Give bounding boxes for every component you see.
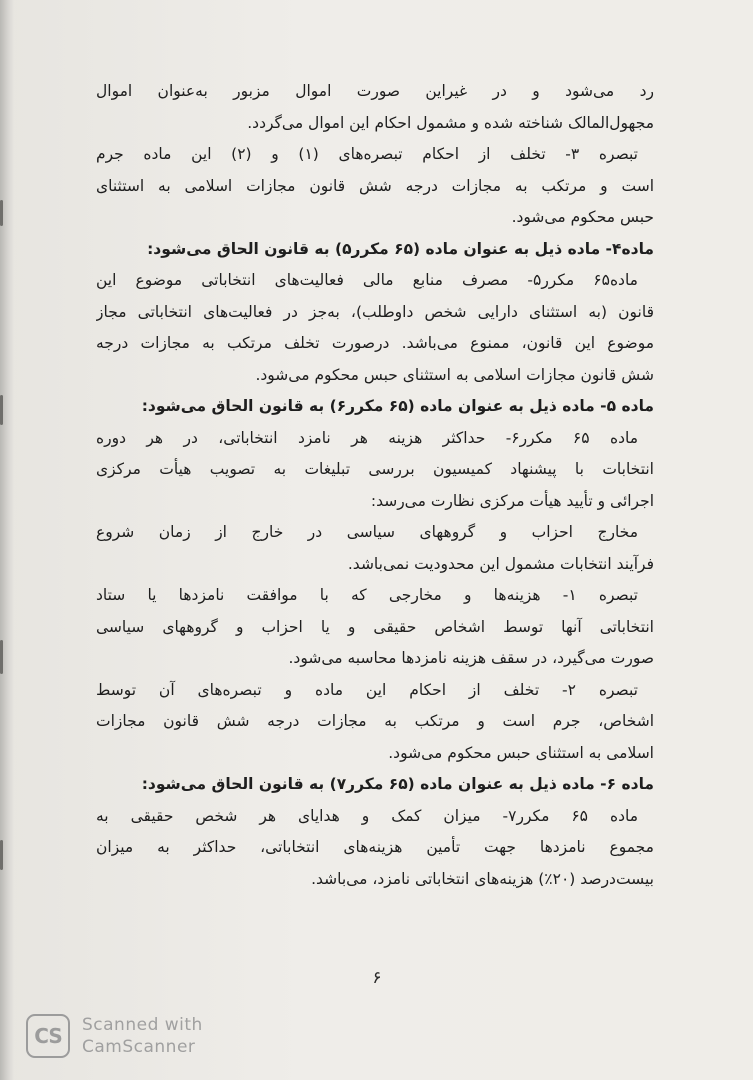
watermark-text (82, 1014, 203, 1058)
text-line: ماده ۶۵ مکرر۶- حداکثر هزینه هر نامزد انتخاباتی، در هر دوره (96, 428, 638, 447)
watermark-line-1: Scanned with (82, 1015, 203, 1035)
binding-mark (0, 840, 3, 870)
text-line: موضوع این قانون، ممنوع می‌باشد. درصورت تخلف مرتکب به مجازات درجه (96, 334, 654, 352)
document-body (96, 76, 654, 895)
text-line: تبصره ۱- هزینه‌ها و مخارجی که با موافقت نامزدها یا ستاد (96, 586, 638, 604)
text-line: اشخاص، جرم است و مرتکب به مجازات درجه شش قانون مجازات (96, 712, 654, 730)
page-number: ۶ (372, 968, 382, 988)
camscanner-watermark (26, 1014, 203, 1058)
text-line: صورت می‌گیرد، در سقف هزینه نامزدها محاسبه می‌شود. (288, 649, 654, 667)
text-line: ماده۴- ماده ذیل به عنوان ماده (۶۵ مکرر۵) به قانون الحاق می‌شود: (147, 239, 654, 258)
text-line: شش قانون مجازات اسلامی به استثنای حبس محکوم می‌شود. (255, 365, 654, 384)
text-line: انتخابات با پیشنهاد کمیسیون بررسی تبلیغات به تصویب هیأت مرکزی (96, 460, 654, 478)
text-line: مخارج احزاب و گروههای سیاسی در خارج از زمان شروع (96, 523, 638, 541)
text-line: تبصره ۳- تخلف از احکام تبصره‌های (۱) و (۲) این ماده جرم (96, 145, 638, 163)
text-line: تبصره ۲- تخلف از احکام این ماده و تبصره‌های آن توسط (96, 680, 638, 699)
text-line: انتخاباتی آنها توسط اشخاص حقیقی و یا احزاب و گروههای سیاسی (96, 617, 654, 636)
text-line: رد می‌شود و در غیراین صورت اموال مزبور به‌عنوان اموال (96, 82, 654, 100)
text-line: مجهول‌المالک شناخته شده و مشمول احکام این اموال می‌گردد. (247, 113, 654, 132)
text-line: اسلامی به استثنای حبس محکوم می‌شود. (388, 743, 654, 762)
binding-mark (0, 395, 3, 425)
camscanner-logo-icon: CS (26, 1014, 70, 1058)
text-line: ماده ۵- ماده ذیل به عنوان ماده (۶۵ مکرر۶) به قانون الحاق می‌شود: (141, 397, 654, 415)
page-binding-shadow (0, 0, 14, 1080)
text-line: اجرائی و تأیید هیأت مرکزی نظارت می‌رسد: (370, 491, 654, 510)
watermark-line-2: CamScanner (82, 1037, 196, 1057)
text-line: فرآیند انتخابات مشمول این محدودیت نمی‌باشد. (347, 554, 654, 573)
text-line: است و مرتکب به مجازات درجه شش قانون مجازات اسلامی به استثنای (96, 176, 654, 195)
binding-mark (0, 640, 3, 674)
text-line: مجموع نامزدها جهت تأمین هزینه‌های انتخاباتی، حداکثر به میزان (96, 838, 654, 856)
text-line: ماده ۶۵ مکرر۷- میزان کمک و هدایای هر شخص حقیقی به (96, 806, 639, 825)
text-line: ماده ۶- ماده ذیل به عنوان ماده (۶۵ مکرر۷) به قانون الحاق می‌شود: (141, 775, 654, 793)
text-line: حبس محکوم می‌شود. (511, 208, 654, 226)
text-line: ماده۶۵ مکرر۵- مصرف منابع مالی فعالیت‌های انتخاباتی موضوع این (96, 271, 638, 289)
text-line: بیست‌درصد (۲۰٪) هزینه‌های انتخاباتی نامزد، می‌باشد. (311, 869, 654, 888)
binding-mark (0, 200, 3, 226)
text-line: قانون (به استثنای دارایی شخص داوطلب)، به‌جز در فعالیت‌های انتخاباتی مجاز (96, 302, 654, 321)
